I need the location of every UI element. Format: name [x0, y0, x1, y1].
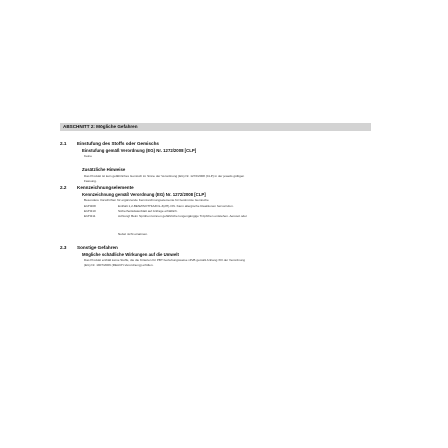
hazard-text-continuation: Nebel nicht einatmen. — [118, 232, 148, 236]
hazard-text: Sicherheitsdatenblatt auf Anfrage erhältlich. — [118, 209, 178, 213]
section-title: ABSCHNITT 2: Mögliche Gefahren — [63, 124, 138, 129]
section-2-3-number: 2.3 — [60, 245, 67, 250]
section-2-3-env-heading: Mögliche schädliche Wirkungen auf die Umwelt — [82, 252, 179, 257]
section-2-3-env-line2: (EG) Nr. 1907/2006 (REACH-Verordnung) erfüllen. — [84, 263, 154, 267]
section-title-bar — [60, 123, 371, 131]
section-2-2-number: 2.2 — [60, 185, 67, 190]
section-2-1-additional-heading: Zusätzliche Hinweise — [82, 167, 126, 172]
hazard-code: EUH211 — [84, 214, 96, 218]
section-2-2-clp-heading: Kennzeichnung gemäß Verordnung (EG) Nr. 1272/2008 [CLP] — [82, 192, 206, 197]
section-2-3-env-line1: Das Produkt enthält keine Stoffe, die die Kriterien für PBT beziehungsweise vPvB gemäß Anhang XIII der Verordnung — [84, 258, 246, 262]
section-2-1-clp-value: Keine — [84, 154, 92, 158]
section-2-1-number: 2.1 — [60, 141, 67, 146]
hazard-text: Achtung! Beim Sprühen können gefährliche lungengängige Tröpfchen entstehen. Aerosol oder — [118, 214, 247, 218]
hazard-code: EUH208 — [84, 204, 96, 208]
section-2-2-special-rules: Besondere Vorschriften für ergänzende Kennzeichnungselemente für bestimmte Gemische — [84, 198, 209, 202]
section-2-1-additional-line1: Das Produkt ist kein gefährliches Gemisch im Sinne der Verordnung (EG) Nr. 1272/2008 (CLP) in der jeweils gültigen — [84, 174, 245, 178]
section-2-1-additional-line2: Fassung. — [84, 179, 97, 183]
section-2-3-title: Sonstige Gefahren — [77, 245, 118, 250]
section-2-1-title: Einstufung des Stoffs oder Gemischs — [77, 141, 159, 146]
hazard-code: EUH210 — [84, 209, 96, 213]
section-2-2-title: Kennzeichnungselemente — [77, 185, 134, 190]
hazard-text: Enthält 1,2-BENZISOTHIAZOL-3(2H)-ON. Kann allergische Reaktionen hervorrufen. — [118, 204, 234, 208]
section-2-1-clp-heading: Einstufung gemäß Verordnung (EG) Nr. 1272/2008 [CLP] — [82, 148, 197, 153]
